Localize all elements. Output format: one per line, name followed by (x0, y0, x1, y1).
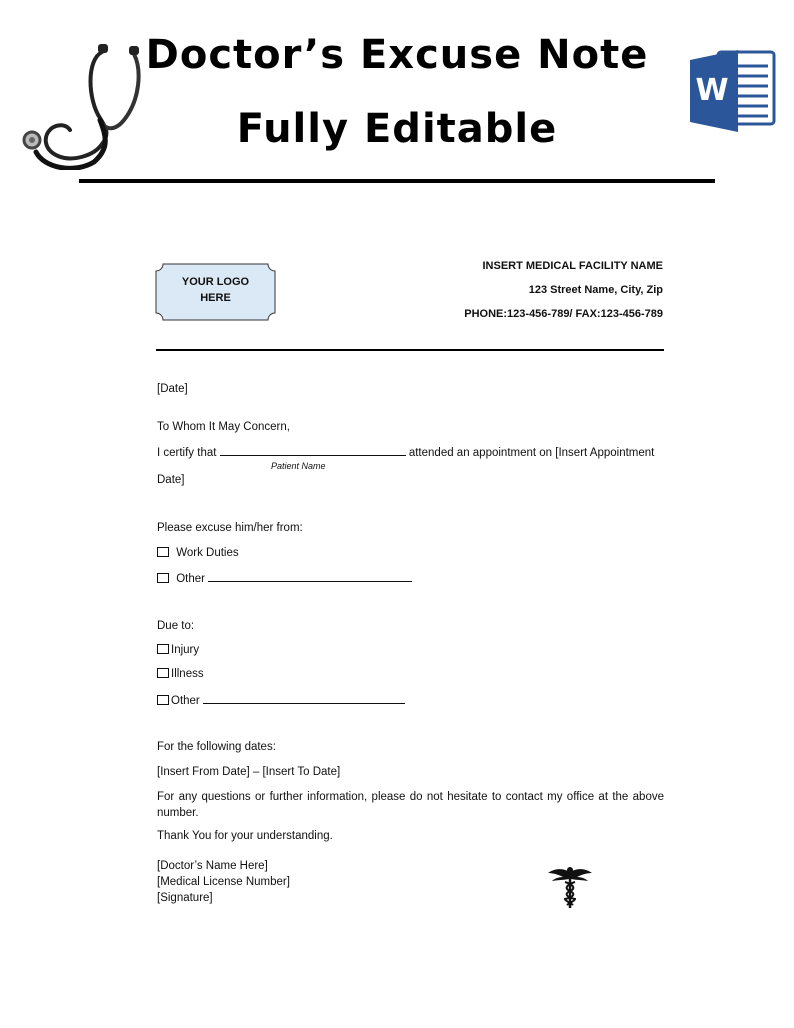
certify-continued: Date] (157, 474, 185, 486)
word-icon (688, 48, 778, 132)
due-option-label: Injury (171, 644, 200, 656)
signature-field[interactable]: [Signature] (157, 892, 213, 904)
due-heading: Due to: (157, 620, 195, 632)
caduceus-icon (547, 864, 593, 910)
letterhead-divider (156, 349, 664, 351)
facility-name: INSERT MEDICAL FACILITY NAME (482, 260, 663, 272)
checkbox-illness[interactable] (157, 668, 169, 678)
certify-suffix: attended an appointment on [Insert Appointment (408, 447, 655, 459)
license-field[interactable]: [Medical License Number] (157, 876, 290, 888)
checkbox-due-other[interactable] (157, 695, 169, 705)
page-title: Doctor’s Excuse Note (145, 32, 649, 78)
facility-address: 123 Street Name, City, Zip (528, 284, 663, 296)
dates-range[interactable]: [Insert From Date] – [Insert To Date] (157, 766, 341, 778)
due-option-injury (157, 643, 199, 658)
page-subtitle: Fully Editable (236, 106, 558, 152)
excuse-other-field[interactable] (208, 570, 412, 582)
doctor-name-field[interactable]: [Doctor’s Name Here] (157, 860, 268, 872)
word-icon-letter: W (695, 73, 729, 108)
checkbox-excuse-other[interactable] (157, 573, 169, 583)
checkbox-work-duties[interactable] (157, 547, 169, 557)
patient-name-caption: Patient Name (271, 461, 326, 471)
patient-name-field[interactable] (220, 444, 406, 456)
excuse-heading: Please excuse him/her from: (157, 522, 303, 534)
questions-paragraph: For any questions or further information, please do not hesitate to contact my office at the above number. (157, 791, 664, 819)
excuse-option-label: Other (176, 573, 205, 585)
excuse-option-label: Work Duties (176, 547, 239, 559)
due-option-label: Illness (171, 668, 204, 680)
certify-line (157, 444, 654, 461)
due-option-other (157, 692, 405, 709)
due-option-illness (157, 667, 204, 682)
dates-heading: For the following dates: (157, 741, 276, 753)
logo-text (155, 274, 276, 306)
certify-prefix: I certify that (157, 447, 217, 459)
excuse-option-other (157, 570, 412, 587)
facility-phone: PHONE:123-456-789/ FAX:123-456-789 (464, 308, 663, 320)
date-field[interactable]: [Date] (157, 383, 188, 395)
logo-line-2: HERE (200, 292, 231, 304)
due-other-field[interactable] (203, 692, 405, 704)
due-option-label: Other (171, 695, 200, 707)
excuse-option-work (157, 546, 239, 561)
logo-line-1: YOUR LOGO (181, 276, 250, 288)
greeting: To Whom It May Concern, (157, 421, 290, 433)
thanks-line: Thank You for your understanding. (157, 830, 333, 842)
checkbox-injury[interactable] (157, 644, 169, 654)
header-divider (79, 179, 715, 183)
